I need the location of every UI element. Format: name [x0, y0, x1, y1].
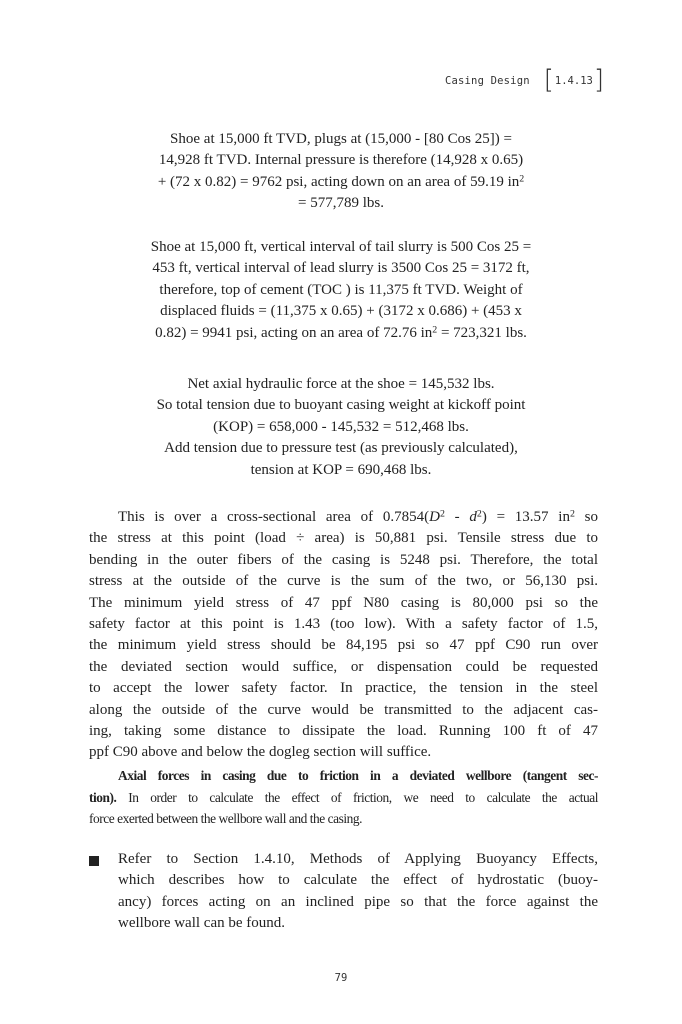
- page-number: 79: [334, 972, 348, 984]
- bullet-text: [118, 849, 598, 935]
- text-run: ) = 13.57 in: [481, 509, 570, 525]
- text-run: In order to calculate the effect of friction, we need to calculate the actual: [116, 789, 598, 805]
- superscript-2: 2: [476, 508, 482, 520]
- text-run: -: [444, 509, 470, 525]
- text-line: safety factor at this point is 1.43 (too low). With a safety factor of 1.5,: [89, 616, 598, 633]
- variable-d: d: [469, 509, 477, 525]
- text-line: 14,928 ft TVD. Internal pressure is therefore (14,928 x 0.65): [158, 152, 524, 169]
- text-run: so: [574, 509, 599, 525]
- text-line: along the outside of the curve would be transmitted to the adjacent cas-: [89, 701, 598, 718]
- text-line: force exerted between the wellbore wall and the casing.: [89, 811, 363, 827]
- text-line: Refer to Section 1.4.10, Methods of Applying Buoyancy Effects,: [118, 851, 598, 867]
- text-line: The minimum yield stress of 47 ppf N80 casing is 80,000 psi so the: [89, 594, 598, 611]
- text-line: Shoe at 15,000 ft, vertical interval of tail slurry is 500 Cos 25 =: [150, 239, 532, 255]
- square-bullet-icon: [89, 856, 99, 866]
- text-line: to accept the lower safety factor. In practice, the tension in the steel: [89, 680, 598, 697]
- text-line: ing, taking some distance to dissipate the load. Running 100 ft of 47: [89, 723, 598, 740]
- superscript-2: 2: [569, 508, 575, 520]
- variable-D: D: [429, 509, 440, 525]
- running-head: [445, 66, 604, 96]
- text-line: (KOP) = 658,000 - 145,532 = 512,468 lbs.: [213, 418, 469, 435]
- text-line: wellbore wall can be found.: [118, 915, 286, 932]
- calculation-block-internal-pressure: [110, 129, 572, 215]
- run-in-heading: tion).: [89, 789, 117, 805]
- running-head-title: Casing Design: [444, 75, 530, 87]
- text-line: 453 ft, vertical interval of lead slurry is 3500 Cos 25 = 3172 ft,: [152, 260, 530, 277]
- calculation-block-displaced-fluids: [110, 237, 572, 344]
- running-head-section-number: 1.4.13: [554, 75, 593, 87]
- text-line: displaced fluids = (11,375 x 0.65) + (3172 x 0.686) + (453 x: [160, 303, 522, 320]
- run-in-heading: Axial forces in casing due to friction in a deviated wellbore (tangent sec-: [118, 768, 598, 783]
- left-bracket-glyph: [: [543, 64, 554, 95]
- text-line: [89, 787, 598, 809]
- text-line: tension at KOP = 690,468 lbs.: [250, 461, 432, 478]
- text-line: stress at the outside of the curve is the sum of the two, or 56,130 psi.: [89, 573, 598, 590]
- text-line: So total tension due to buoyant casing weight at kickoff point: [156, 397, 526, 414]
- text-run: + (72 x 0.82) = 9762 psi, acting down on an area of 59.19 in: [157, 173, 520, 190]
- text-line: the minimum yield stress should be 84,195 psi so 47 ppf C90 run over: [89, 637, 598, 654]
- calculation-block-tension-at-kop: [110, 374, 572, 481]
- text-line: Shoe at 15,000 ft TVD, plugs at (15,000 - [80 Cos 25]) =: [170, 131, 512, 147]
- text-line: bending in the outer fibers of the casing is 5248 psi. Therefore, the total: [89, 551, 598, 568]
- text-run: This is over a cross-sectional area of 0.7854(: [118, 509, 430, 525]
- text-run: = 723,321 lbs.: [437, 324, 527, 341]
- text-run: 0.82) = 9941 psi, acting on an area of 72.76 in: [155, 324, 433, 341]
- superscript-2: 2: [432, 324, 438, 336]
- text-line: [89, 507, 598, 528]
- body-paragraph-friction: [89, 765, 598, 830]
- text-line: therefore, top of cement (TOC ) is 11,375 ft TVD. Weight of: [159, 281, 523, 298]
- text-line: [110, 323, 572, 344]
- text-line: [110, 172, 572, 193]
- text-line: ppf C90 above and below the dogleg section will suffice.: [89, 744, 432, 761]
- text-line: ancy) forces acting on an inclined pipe so that the force against the: [118, 893, 598, 910]
- body-paragraph-stress: [89, 507, 598, 764]
- text-line: the stress at this point (load ÷ area) is 50,881 psi. Tensile stress due to: [89, 530, 598, 547]
- text-line: = 577,789 lbs.: [298, 195, 384, 212]
- text-line: the deviated section would suffice, or dispensation could be requested: [89, 658, 598, 675]
- right-bracket-glyph: ]: [593, 64, 604, 95]
- superscript-2: 2: [439, 508, 445, 520]
- text-line: which describes how to calculate the effect of hydrostatic (buoy-: [118, 872, 598, 889]
- text-line: Net axial hydraulic force at the shoe = 145,532 lbs.: [187, 376, 495, 392]
- superscript-2: 2: [519, 173, 525, 185]
- text-line: Add tension due to pressure test (as previously calculated),: [164, 440, 518, 457]
